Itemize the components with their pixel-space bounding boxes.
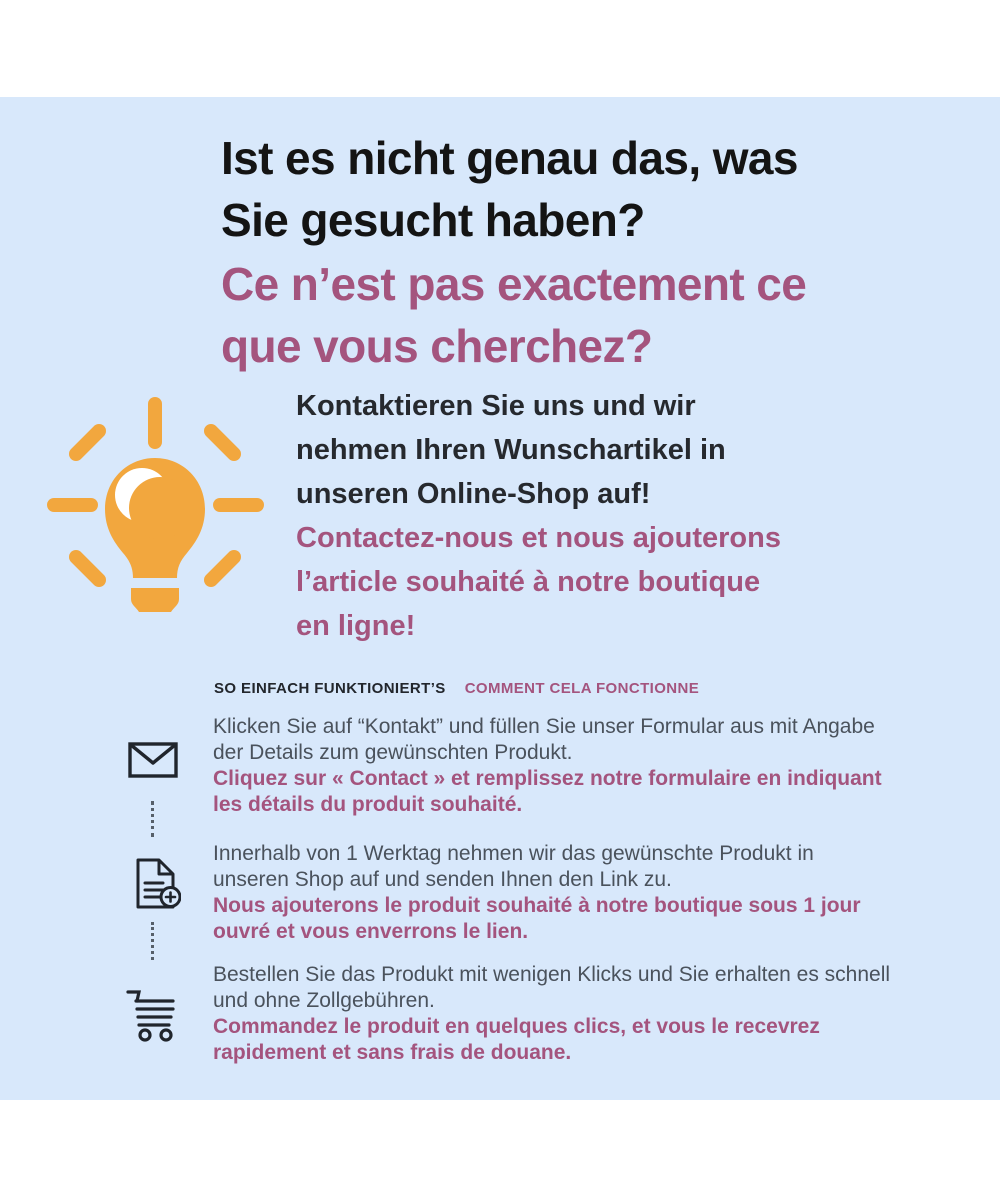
step-contact-fr-line: les détails du produit souhaité.	[213, 793, 523, 816]
step-order-de-line: Bestellen Sie das Produkt mit wenigen Klicks und Sie erhalten es schnell	[213, 963, 891, 986]
how-it-works-heading	[214, 680, 699, 697]
step-contact-de-line: der Details zum gewünschten Produkt.	[213, 741, 573, 764]
intro-fr-line: Contactez-nous et nous ajouterons	[296, 522, 781, 554]
intro-block	[296, 384, 896, 648]
step-order-de-line: und ohne Zollgebühren.	[213, 989, 435, 1012]
intro-de-line: unseren Online-Shop auf!	[296, 478, 651, 510]
step-contact-de-line: Klicken Sie auf “Kontakt” und füllen Sie unser Formular aus mit Angabe	[213, 715, 875, 738]
step-order-fr-line: Commandez le produit en quelques clics, et vous le recevrez	[213, 1015, 820, 1038]
dotted-connector	[151, 801, 154, 837]
lightbulb-icon	[45, 392, 265, 624]
step-add-de-line: unseren Shop auf und senden Ihnen den Link zu.	[213, 868, 672, 891]
intro-de	[296, 384, 896, 516]
envelope-icon	[128, 742, 178, 778]
step-add-fr-line: Nous ajouterons le produit souhaité à notre boutique sous 1 jour	[213, 894, 861, 917]
step-add-de-line: Innerhalb von 1 Werktag nehmen wir das gewünschte Produkt in	[213, 842, 814, 865]
step-add-to-shop	[213, 841, 963, 945]
intro-fr-line: l’article souhaité à notre boutique	[296, 566, 761, 598]
heading-fr: COMMENT CELA FONCTIONNE	[464, 680, 700, 697]
document-add-icon	[127, 857, 181, 911]
step-order-fr-line: rapidement et sans frais de douane.	[213, 1041, 572, 1064]
headline-de	[221, 127, 951, 251]
headline-de-line: Ist es nicht genau das, was	[221, 132, 798, 184]
dotted-connector	[151, 922, 154, 960]
headline-fr	[221, 253, 951, 377]
step-order	[213, 962, 963, 1066]
headline-block	[221, 127, 951, 377]
headline-fr-line: que vous cherchez?	[221, 320, 653, 372]
step-contact-fr-line: Cliquez sur « Contact » et remplissez notre formulaire en indiquant	[213, 767, 882, 790]
intro-de-line: nehmen Ihren Wunschartikel in	[296, 434, 726, 466]
heading-de: SO EINFACH FUNKTIONIERT’S	[214, 680, 446, 697]
intro-de-line: Kontaktieren Sie uns und wir	[296, 390, 696, 422]
step-add-fr-line: ouvré et vous enverrons le lien.	[213, 920, 529, 943]
headline-de-line: Sie gesucht haben?	[221, 194, 645, 246]
step-contact	[213, 714, 963, 818]
intro-fr-line: en ligne!	[296, 610, 416, 642]
intro-fr	[296, 516, 896, 648]
cart-icon	[124, 986, 182, 1042]
headline-fr-line: Ce n’est pas exactement ce	[221, 258, 807, 310]
